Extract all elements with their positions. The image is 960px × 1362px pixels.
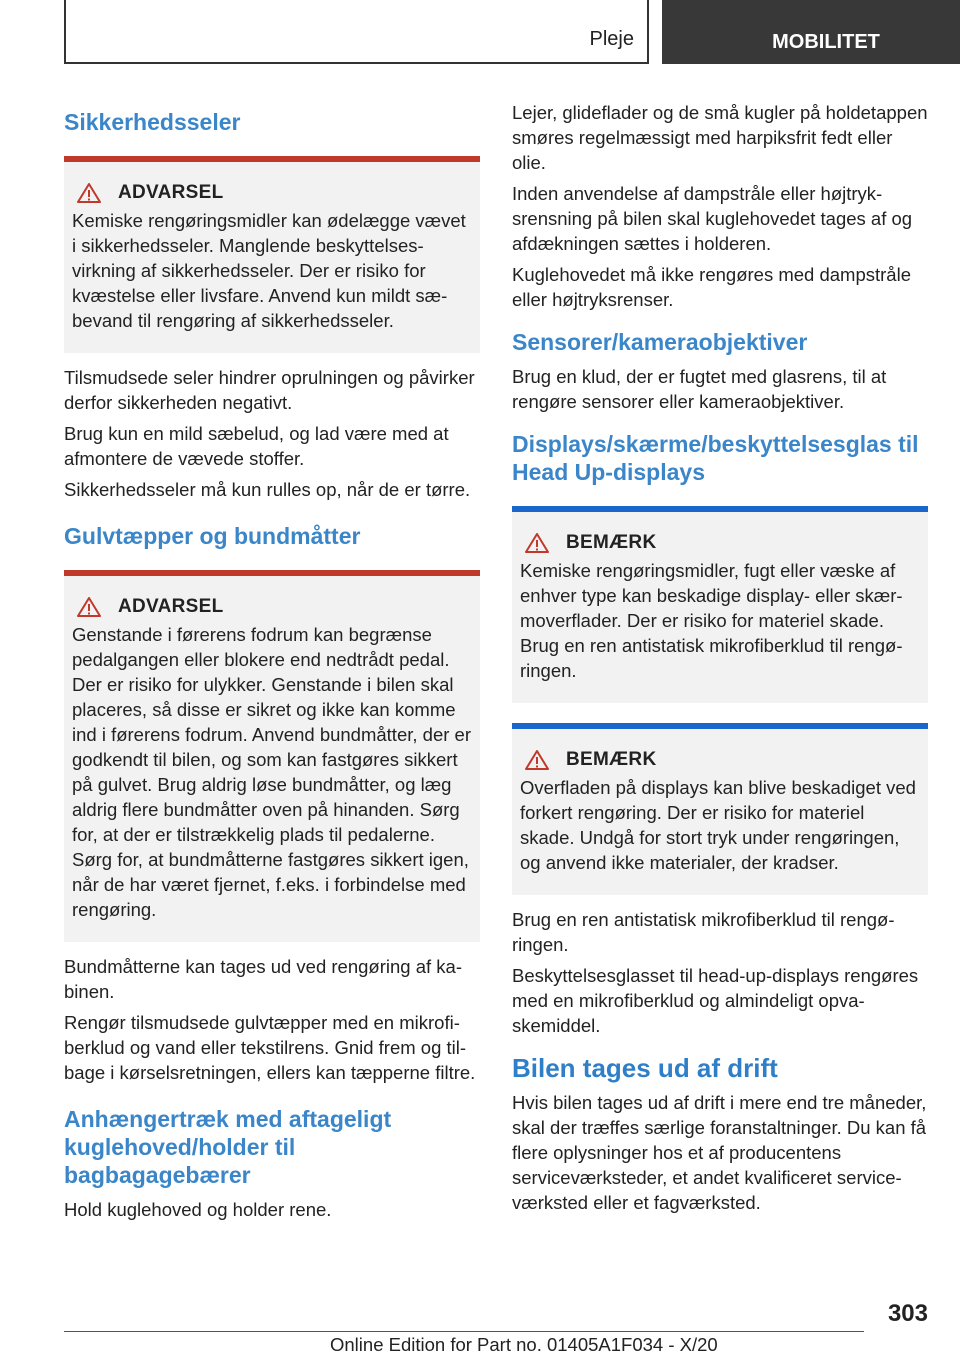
notice-text: Overfladen på displays kan blive beskadiget ved forkert rengøring. Der er risiko for materiel skade. Undgå for stort tryk under rengøringen, og anvend ikke materialer, der kradser.	[520, 777, 916, 873]
paragraph: Brug en klud, der er fugtet med glasrens, til at rengøre sensorer eller kameraobjektiver.	[512, 366, 887, 412]
paragraph: Sikkerhedsseler må kun rulles op, når de er tørre.	[64, 479, 471, 500]
paragraph: Kuglehovedet må ikke rengøres med dampstråle eller højtryksrenser.	[512, 264, 911, 310]
warning-text: Kemiske rengøringsmidler kan ødelægge vævet i sikkerhedsseler. Manglende beskyttelsesvirkning af sikkerhedsseler. Der er risiko for kvæstelse eller livsfare. Anvend kun mildt sæbevand til rengøring af sikkerhedsseler.	[72, 210, 466, 331]
heading-displays: Displays/skærme/beskyttelsesglas til Head Up-displays	[512, 431, 919, 485]
heading-sensors: Sensorer/kameraobjektiver	[512, 329, 808, 355]
heading-storage: Bilen tages ud af drift	[512, 1053, 778, 1083]
header-frame	[64, 0, 649, 64]
paragraph: Tilsmudsede seler hindrer oprulningen og påvirker derfor sikkerheden negativt.	[64, 367, 475, 413]
warning-triangle-icon	[76, 182, 102, 204]
warning-triangle-icon	[524, 532, 550, 554]
warning-triangle-icon	[76, 596, 102, 618]
left-column	[64, 100, 480, 1228]
warning-box-floor-mats	[64, 570, 480, 942]
notice-text: Kemiske rengøringsmidler, fugt eller væske af enhver type kan beskadige display- eller skærmoverflader. Der er risiko for materiel skade. Brug en ren antistatisk mikrofiberklud til rengøringen.	[520, 560, 903, 681]
footer-edition: Online Edition for Part no. 01405A1F034 - X/20	[330, 1334, 718, 1355]
footer-divider	[64, 1331, 864, 1332]
notice-title: BEMÆRK	[566, 749, 657, 770]
paragraph: Brug en ren antistatisk mikrofiberklud til rengøringen.	[512, 909, 895, 955]
heading-floor-mats: Gulvtæpper og bundmåtter	[64, 523, 361, 549]
paragraph: Brug kun en mild sæbelud, og lad være med at afmontere de vævede stoffer.	[64, 423, 449, 469]
notice-box-displays-1	[512, 506, 928, 703]
warning-text: Genstande i førerens fodrum kan begrænse pedalgangen eller blokere end nedtrådt pedal. Der er risiko for ulykker. Genstande i bilen skal placeres, så disse er sikret og ikke kan komme ind i førerens fodrum. Anvend bundmåtter, der er godkendt til bilen, og som kan fastgøres sikkert på gulvet. Brug aldrig løse bundmåtter, og læg aldrig flere bundmåtter oven på hinanden. Sørg for, at der er tilstrækkelig plads til pedalerne. Sørg for, at bundmåtterne fastgøres sikkert igen, når de har været fjernet, f.eks. i forbindelse med rengøring.	[72, 624, 471, 920]
header-section-title: Pleje	[589, 28, 634, 50]
paragraph: Lejer, glideflader og de små kugler på holdetappen smøres regelmæssigt med harpiksfrit fedt eller olie.	[512, 102, 928, 173]
paragraph: Beskyttelsesglasset til head-up-displays rengøres med en mikrofiberklud og almindeligt opvaskemiddel.	[512, 965, 919, 1036]
warning-triangle-icon	[524, 749, 550, 771]
paragraph: Hvis bilen tages ud af drift i mere end tre måneder, skal der træffes særlige foranstaltninger. Du kan få flere oplysninger hos et af producentens serviceværksteder, et andet kvalificeret serviceværksted eller et fagværksted.	[512, 1092, 927, 1213]
page-number: 303	[887, 1300, 928, 1327]
right-column	[512, 100, 928, 1221]
heading-seatbelts: Sikkerhedsseler	[64, 109, 241, 135]
warning-box-seatbelts	[64, 156, 480, 353]
warning-title: ADVARSEL	[118, 182, 224, 203]
header-chapter-tab: MOBILITET	[662, 0, 960, 64]
notice-box-displays-2	[512, 723, 928, 895]
warning-title: ADVARSEL	[118, 596, 224, 617]
paragraph: Rengør tilsmudsede gulvtæpper med en mikrofiberklud og vand eller tekstilrens. Gnid frem og tilbage i kørselsretningen, ellers kan tæpperne filtre.	[64, 1012, 476, 1083]
paragraph: Hold kuglehoved og holder rene.	[64, 1199, 332, 1220]
notice-title: BEMÆRK	[566, 532, 657, 553]
heading-towbar: Anhængertræk med aftageligt kuglehoved/holder til bagbagagebærer	[64, 1106, 392, 1188]
paragraph: Bundmåtterne kan tages ud ved rengøring af kabinen.	[64, 956, 462, 1002]
paragraph: Inden anvendelse af dampstråle eller højtryksrensning på bilen skal kuglehovedet tages af og afdækningen sættes i holderen.	[512, 183, 913, 254]
